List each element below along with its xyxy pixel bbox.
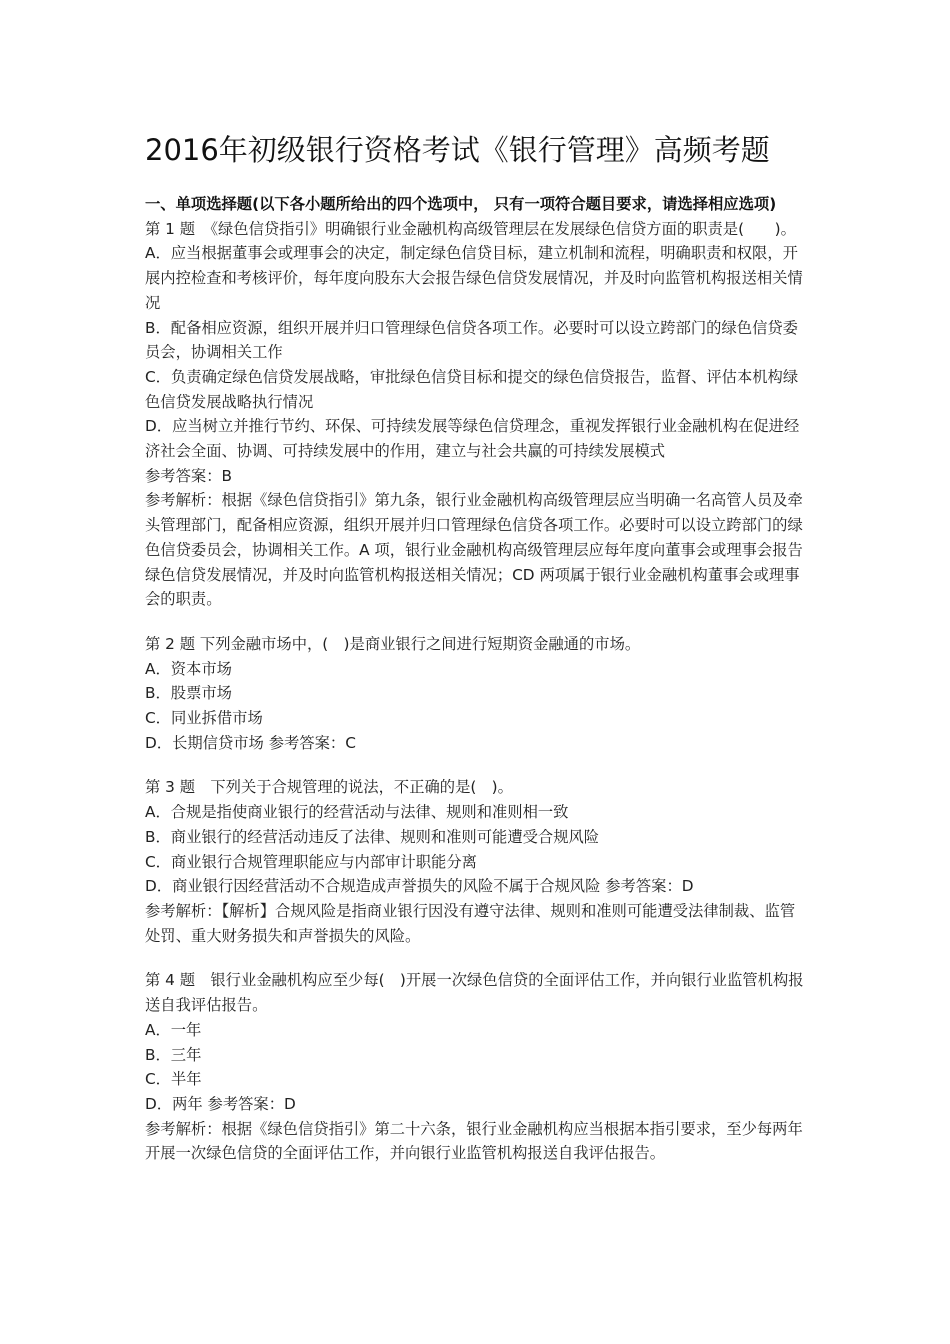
answer: 参考答案：B bbox=[145, 466, 232, 485]
option-a: A．合规是指使商业银行的经营活动与法律、规则和准则相一致 bbox=[145, 803, 569, 822]
question-4 bbox=[145, 968, 810, 1166]
option-b: B．股票市场 bbox=[145, 684, 232, 703]
document-body bbox=[145, 192, 810, 1166]
option-d: D．长期信贷市场 参考答案：C bbox=[145, 733, 356, 752]
option-d: D．商业银行因经营活动不合规造成声誉损失的风险不属于合规风险 参考答案：D bbox=[145, 877, 694, 896]
option-a: A．资本市场 bbox=[145, 659, 232, 678]
analysis: 参考解析：【解析】合规风险是指商业银行因没有遵守法律、规则和准则可能遭受法律制裁、监管处罚、重大财务损失和声誉损失的风险。 bbox=[145, 901, 796, 945]
analysis: 参考解析：根据《绿色信贷指引》第九条，银行业金融机构高级管理层应当明确一名高管人员及牵头管理部门，配备相应资源，组织开展并归口管理绿色信贷各项工作。必要时可以设立跨部门的绿色信贷委员会，协调相关工作。A 项，银行业金融机构高级管理层应每年度向董事会或理事会报告绿色信贷发展情况，并及时向监管机构报送相关情况；CD 两项属于银行业金融机构董事会或理事会的职责。 bbox=[145, 491, 803, 609]
option-a: A．应当根据董事会或理事会的决定，制定绿色信贷目标，建立机制和流程，明确职责和权限，开展内控检查和考核评价，每年度向股东大会报告绿色信贷发展情况，并及时向监管机构报送相关情况 bbox=[145, 244, 803, 312]
option-b: B．商业银行的经营活动违反了法律、规则和准则可能遭受合规风险 bbox=[145, 827, 600, 846]
analysis: 参考解析：根据《绿色信贷指引》第二十六条，银行业金融机构应当根据本指引要求，至少每两年开展一次绿色信贷的全面评估工作，并向银行业监管机构报送自我评估报告。 bbox=[145, 1119, 803, 1163]
option-d: D．两年 参考答案：D bbox=[145, 1094, 296, 1113]
option-c: C．半年 bbox=[145, 1070, 202, 1089]
question-stem: 第 1 题 《绿色信贷指引》明确银行业金融机构高级管理层在发展绿色信贷方面的职责是( )。 bbox=[145, 219, 796, 238]
option-a: A．一年 bbox=[145, 1020, 202, 1039]
option-c: C．负责确定绿色信贷发展战略，审批绿色信贷目标和提交的绿色信贷报告，监督、评估本机构绿色信贷发展战略执行情况 bbox=[145, 367, 799, 411]
option-b: B．配备相应资源，组织开展并归口管理绿色信贷各项工作。必要时可以设立跨部门的绿色信贷委员会，协调相关工作 bbox=[145, 318, 798, 362]
option-b: B．三年 bbox=[145, 1045, 202, 1064]
option-c: C．同业拆借市场 bbox=[145, 709, 263, 728]
question-1 bbox=[145, 217, 810, 612]
question-2 bbox=[145, 632, 810, 756]
question-stem: 第 2 题 下列金融市场中，( )是商业银行之间进行短期资金融通的市场。 bbox=[145, 634, 641, 653]
option-d: D．应当树立并推行节约、环保、可持续发展等绿色信贷理念，重视发挥银行业金融机构在促进经济社会全面、协调、可持续发展中的作用，建立与社会共赢的可持续发展模式 bbox=[145, 417, 800, 461]
question-stem: 第 4 题 银行业金融机构应至少每( )开展一次绿色信贷的全面评估工作，并向银行业监管机构报送自我评估报告。 bbox=[145, 971, 804, 1015]
option-c: C．商业银行合规管理职能应与内部审计职能分离 bbox=[145, 852, 477, 871]
question-stem: 第 3 题 下列关于合规管理的说法，不正确的是( )。 bbox=[145, 778, 513, 797]
document-title: 2016年初级银行资格考试《银行管理》高频考题 bbox=[145, 133, 770, 167]
section-heading: 一、单项选择题(以下各小题所给出的四个选项中， 只有一项符合题目要求，请选择相应选项) bbox=[145, 195, 777, 213]
question-3 bbox=[145, 775, 810, 948]
